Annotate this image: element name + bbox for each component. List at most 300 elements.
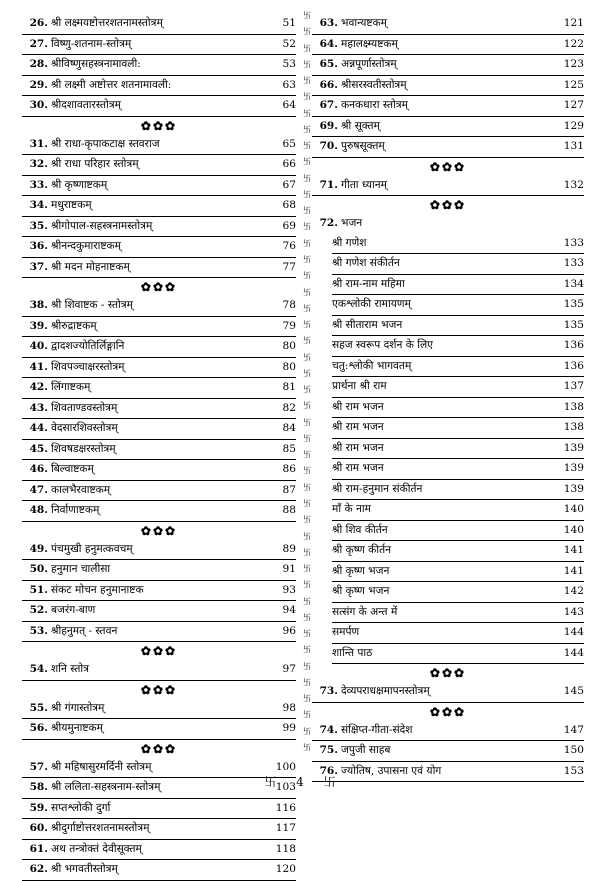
- entry-page: 63: [282, 78, 296, 91]
- toc-entry[interactable]: [22, 296, 296, 317]
- toc-entry[interactable]: [312, 76, 584, 97]
- divider-glyph: 卐: [303, 27, 311, 37]
- divider-glyph: 卐: [303, 612, 311, 622]
- section-ornament: ✿✿✿: [429, 159, 467, 174]
- entry-page: 147: [563, 723, 584, 736]
- toc-entry[interactable]: [22, 176, 296, 197]
- toc-entry[interactable]: [22, 460, 296, 481]
- entry-page: 127: [563, 99, 584, 111]
- divider-glyph: 卐: [303, 515, 311, 525]
- footer-left-glyph: 卐: [264, 775, 277, 789]
- toc-entry[interactable]: [22, 155, 296, 176]
- entry-page: 144: [563, 646, 584, 659]
- toc-entry[interactable]: [22, 76, 296, 97]
- divider-glyph: 卐: [303, 108, 311, 118]
- toc-entry[interactable]: [22, 399, 296, 420]
- entry-number: 28.: [29, 58, 48, 70]
- entry-number: 33.: [29, 178, 48, 191]
- entry-title: देव्यपराधक्षमापनस्तोत्रम्: [341, 685, 430, 697]
- entry-page: 121: [563, 17, 584, 29]
- toc-entry[interactable]: [332, 541, 584, 562]
- divider-glyph: 卐: [303, 710, 311, 720]
- toc-entry[interactable]: [22, 860, 296, 881]
- entry-page: 68: [282, 199, 296, 211]
- entry-number: 65.: [319, 58, 338, 70]
- divider-glyph: 卐: [303, 677, 311, 687]
- toc-entry[interactable]: [312, 741, 584, 762]
- entry-title: चतु:श्लोकी भागवतम्: [332, 359, 412, 372]
- toc-entry[interactable]: [332, 398, 584, 419]
- entry-page: 122: [563, 37, 584, 50]
- entry-number: 62.: [29, 863, 48, 875]
- entry-title: महालक्ष्म्यष्टकम्: [341, 37, 398, 50]
- entry-title: श्री गणेश संकीर्तन: [332, 257, 400, 269]
- entry-page: 136: [563, 339, 584, 351]
- entry-title: मधुराष्टकम्: [51, 199, 92, 211]
- toc-entry[interactable]: [332, 254, 584, 275]
- entry-page: 86: [282, 463, 296, 475]
- toc-entry[interactable]: [312, 176, 584, 197]
- entry-number: 72.: [319, 217, 338, 229]
- entry-page: 91: [282, 563, 296, 575]
- entry-number: 57.: [29, 760, 48, 773]
- entry-number: 26.: [29, 17, 48, 29]
- entry-number: 48.: [29, 504, 48, 516]
- divider-glyph: 卐: [303, 498, 311, 508]
- entry-title: श्री ललिता-सहस्त्रनाम-स्तोत्रम्: [51, 781, 161, 793]
- divider-glyph: 卐: [303, 580, 311, 590]
- entry-title: पुरुषसूक्तम्: [341, 140, 385, 152]
- divider-glyph: 卐: [303, 157, 311, 167]
- entry-page: 125: [563, 78, 584, 91]
- toc-entry[interactable]: [312, 55, 584, 76]
- toc-entry[interactable]: [22, 217, 296, 238]
- toc-entry[interactable]: [332, 582, 584, 603]
- entry-title: समर्पण: [332, 626, 360, 638]
- entry-number: 56.: [29, 722, 48, 734]
- toc-entry[interactable]: [312, 117, 584, 138]
- entry-title: माँ के नाम: [332, 503, 371, 515]
- entry-title: श्री सूक्तम्: [341, 119, 380, 132]
- entry-title: श्री कृष्णाष्टकम्: [51, 178, 108, 191]
- entry-number: 29.: [29, 78, 48, 91]
- entry-page: 140: [563, 523, 584, 536]
- toc-entry[interactable]: [332, 644, 584, 665]
- section-ornament: ✿✿✿: [140, 118, 178, 133]
- entry-page: 78: [282, 299, 296, 311]
- divider-glyph: 卐: [303, 254, 311, 264]
- toc-entry[interactable]: [22, 581, 296, 602]
- entry-page: 153: [563, 764, 584, 777]
- divider-glyph: 卐: [303, 287, 311, 297]
- entry-page: 131: [563, 140, 584, 152]
- toc-entry[interactable]: [22, 540, 296, 561]
- entry-number: 60.: [29, 822, 48, 834]
- toc-entry[interactable]: [332, 500, 584, 521]
- entry-page: 133: [563, 257, 584, 269]
- entry-title: श्री राम-नाम महिमा: [332, 277, 405, 290]
- entry-page: 143: [563, 605, 584, 618]
- entry-number: 35.: [29, 219, 48, 232]
- entry-page: 142: [563, 585, 584, 597]
- entry-title: श्री लक्ष्मयष्टोत्तरशतनामस्तोत्रम्: [51, 17, 163, 29]
- entry-number: 40.: [29, 340, 48, 352]
- entry-page: 79: [282, 319, 296, 332]
- entry-page: 99: [282, 722, 296, 734]
- divider-glyph: 卐: [303, 629, 311, 639]
- toc-entry[interactable]: [22, 601, 296, 622]
- entry-title: श्री मदन मोहनाष्टकम्: [51, 260, 130, 273]
- entry-number: 74.: [319, 723, 338, 736]
- toc-entry[interactable]: [22, 378, 296, 399]
- toc-entry[interactable]: [332, 234, 584, 255]
- entry-page: 80: [282, 360, 296, 373]
- entry-number: 27.: [29, 37, 48, 50]
- toc-entry[interactable]: [22, 799, 296, 820]
- toc-entry[interactable]: [312, 137, 584, 158]
- divider-glyph: 卐: [303, 368, 311, 378]
- entry-page: 150: [563, 744, 584, 756]
- divider-glyph: 卐: [303, 59, 311, 69]
- entry-page: 93: [282, 583, 296, 596]
- entry-page: 88: [282, 504, 296, 516]
- divider-glyph: 卐: [303, 466, 311, 476]
- entry-title: एकश्लोकी रामायणम्: [332, 298, 411, 310]
- divider-glyph: 卐: [303, 173, 311, 183]
- entry-title: श्री गंगास्तोत्रम्: [51, 701, 105, 714]
- entry-title: श्रीनन्दकुमाराष्टकम्: [51, 240, 121, 252]
- entry-page: 141: [563, 544, 584, 556]
- entry-number: 63.: [319, 17, 338, 29]
- entry-title: ज्योतिष, उपासना एवं योग: [341, 764, 442, 777]
- entry-number: 45.: [29, 442, 48, 455]
- divider-glyph: 卐: [303, 320, 311, 330]
- entry-title: श्रीयमुनाष्टकम्: [51, 722, 104, 734]
- toc-entry[interactable]: [312, 14, 584, 35]
- entry-title: श्री राम भजन: [332, 400, 384, 413]
- entry-title: श्री राम भजन: [332, 441, 384, 454]
- toc-entry[interactable]: [22, 840, 296, 861]
- entry-title: श्रीविष्णुसहस्त्रनामावली:: [51, 58, 141, 70]
- footer-right-glyph: 卐: [323, 775, 336, 789]
- toc-entry[interactable]: [22, 317, 296, 338]
- entry-number: 61.: [29, 842, 48, 855]
- toc-entry[interactable]: [22, 358, 296, 379]
- entry-number: 49.: [29, 542, 48, 555]
- entry-title: लिंगाष्टकम्: [51, 381, 91, 393]
- entry-page: 97: [282, 663, 296, 675]
- entry-title: शिवषडक्षरस्तोत्रम्: [51, 442, 116, 455]
- toc-entry[interactable]: [312, 682, 584, 703]
- entry-title: सत्संग के अन्त में: [332, 605, 398, 618]
- toc-entry[interactable]: [22, 196, 296, 217]
- entry-number: 59.: [29, 801, 48, 814]
- entry-title: श्रीसरस्वतीस्तोत्रम्: [341, 78, 407, 91]
- entry-page: 135: [563, 318, 584, 331]
- divider-glyph: 卐: [303, 482, 311, 492]
- entry-page: 136: [563, 359, 584, 372]
- entry-page: 139: [563, 441, 584, 454]
- entry-number: 76.: [319, 764, 338, 777]
- entry-title: संक्षिप्त-गीता-संदेश: [341, 723, 413, 736]
- toc-left-column: [22, 14, 296, 881]
- section-ornament: ✿✿✿: [140, 280, 178, 294]
- entry-page: 140: [563, 503, 584, 515]
- toc-entry[interactable]: [332, 316, 584, 337]
- toc-entry[interactable]: [22, 501, 296, 522]
- entry-page: 85: [282, 442, 296, 455]
- entry-number: 71.: [319, 178, 338, 191]
- entry-title: भजन: [341, 217, 363, 229]
- entry-page: 84: [282, 422, 296, 434]
- entry-number: 75.: [319, 744, 338, 756]
- divider-glyph: 卐: [303, 450, 311, 460]
- toc-entry[interactable]: [332, 439, 584, 460]
- toc-entry[interactable]: [22, 14, 296, 35]
- entry-title: श्रीगोपाल-सहस्त्रनामस्तोत्रम्: [51, 219, 153, 232]
- toc-entry[interactable]: [332, 603, 584, 624]
- entry-title: श्री कृष्ण कीर्तन: [332, 544, 391, 556]
- entry-number: 64.: [319, 37, 338, 50]
- toc-entry[interactable]: [312, 721, 584, 742]
- divider-glyph: 卐: [303, 92, 311, 102]
- toc-entry[interactable]: [332, 418, 584, 439]
- toc-entry[interactable]: [332, 459, 584, 480]
- divider-glyph: 卐: [303, 189, 311, 199]
- divider-glyph: 卐: [303, 271, 311, 281]
- section-ornament: ✿✿✿: [429, 666, 467, 680]
- entry-page: 137: [563, 380, 584, 392]
- divider-glyph: 卐: [303, 11, 311, 20]
- entry-number: 66.: [319, 78, 338, 91]
- entry-number: 55.: [29, 701, 48, 714]
- entry-title: श्री कृष्ण भजन: [332, 564, 390, 577]
- entry-page: 138: [563, 421, 584, 433]
- entry-title: श्री भगवतीस्तोत्रम्: [51, 863, 118, 875]
- toc-entry[interactable]: [332, 295, 584, 316]
- entry-page: 138: [563, 400, 584, 413]
- divider-glyph: 卐: [303, 303, 311, 313]
- entry-title: निर्वाणाष्टकम्: [51, 504, 100, 516]
- entry-page: 77: [282, 260, 296, 273]
- divider-glyph: 卐: [303, 596, 311, 606]
- entry-title: वेदसारशिवस्तोत्रम्: [51, 422, 118, 434]
- toc-entry[interactable]: [332, 480, 584, 501]
- toc-entry[interactable]: [22, 337, 296, 358]
- entry-title: श्री शिव कीर्तन: [332, 523, 388, 536]
- entry-page: 120: [275, 863, 296, 875]
- entry-number: 42.: [29, 381, 48, 393]
- entry-page: 144: [563, 626, 584, 638]
- entry-number: 70.: [319, 140, 338, 152]
- toc-entry[interactable]: [332, 275, 584, 296]
- section-ornament: ✿✿✿: [429, 704, 467, 719]
- toc-entry[interactable]: [22, 622, 296, 643]
- entry-page: 133: [563, 236, 584, 249]
- entry-page: 89: [282, 542, 296, 555]
- toc-entry[interactable]: [22, 135, 296, 156]
- divider-glyph: 卐: [303, 547, 311, 557]
- toc-entry[interactable]: [22, 35, 296, 56]
- entry-page: 69: [282, 219, 296, 232]
- entry-page: 103: [275, 781, 296, 793]
- entry-number: 50.: [29, 563, 48, 575]
- entry-page: 67: [282, 178, 296, 191]
- entry-title: श्री गणेश: [332, 236, 367, 249]
- entry-title: श्री राधा-कृपाकटाक्ष स्तवराज: [51, 137, 160, 150]
- divider-glyph: 卐: [303, 206, 311, 216]
- toc-entry[interactable]: [22, 96, 296, 117]
- entry-title: शिवपञ्चाक्षरस्तोत्रम्: [51, 360, 125, 373]
- entry-title: शनि स्तोत्र: [51, 663, 89, 675]
- entry-number: 43.: [29, 401, 48, 414]
- entry-number: 39.: [29, 319, 48, 332]
- divider-glyph: 卐: [303, 401, 311, 411]
- toc-entry[interactable]: [22, 699, 296, 720]
- toc-entry[interactable]: [332, 623, 584, 644]
- entry-number: 44.: [29, 422, 48, 434]
- entry-number: 46.: [29, 463, 48, 475]
- toc-entry[interactable]: [332, 521, 584, 542]
- entry-page: 65: [282, 137, 296, 150]
- entry-page: 66: [282, 158, 296, 170]
- toc-entry[interactable]: [22, 237, 296, 258]
- entry-title: कनकधारा स्तोत्रम्: [341, 99, 408, 111]
- divider-glyph: 卐: [303, 726, 311, 736]
- divider-glyph: 卐: [303, 564, 311, 574]
- entry-title: शान्ति पाठ: [332, 646, 373, 659]
- entry-title: श्री राम-हनुमान संकीर्तन: [332, 482, 423, 495]
- entry-number: 54.: [29, 663, 48, 675]
- divider-glyph: 卐: [303, 76, 311, 86]
- divider-glyph: 卐: [303, 742, 311, 752]
- toc-entry[interactable]: [312, 214, 584, 234]
- entry-title: श्री राधा परिहार स्तोत्रम्: [51, 158, 139, 170]
- toc-right-column: [312, 14, 584, 782]
- toc-entry[interactable]: [332, 562, 584, 583]
- entry-page: 116: [275, 801, 296, 814]
- entry-number: 73.: [319, 685, 338, 697]
- entry-page: 52: [282, 37, 296, 50]
- entry-title: श्री सीताराम भजन: [332, 318, 403, 331]
- toc-entry[interactable]: [22, 481, 296, 502]
- divider-glyph: 卐: [303, 124, 311, 134]
- entry-page: 53: [282, 58, 296, 70]
- section-ornament: ✿✿✿: [429, 198, 467, 212]
- divider-glyph: 卐: [303, 661, 311, 671]
- section-ornament: ✿✿✿: [140, 741, 178, 756]
- entry-number: 31.: [29, 137, 48, 150]
- entry-number: 67.: [319, 99, 338, 111]
- entry-title: श्रीदशावतारस्तोत्रम्: [51, 99, 121, 111]
- toc-entry[interactable]: [312, 96, 584, 117]
- toc-entry[interactable]: [332, 336, 584, 357]
- entry-title: अन्नपूर्णास्तोत्रम्: [341, 58, 397, 70]
- toc-entry[interactable]: [22, 819, 296, 840]
- entry-number: 58.: [29, 781, 48, 793]
- entry-page: 80: [282, 340, 296, 352]
- entry-page: 139: [563, 462, 584, 474]
- entry-number: 53.: [29, 624, 48, 637]
- entry-title: शिवताण्डवस्तोत्रम्: [51, 401, 118, 414]
- section-ornament: ✿✿✿: [140, 523, 178, 538]
- entry-page: 76: [282, 240, 296, 252]
- entry-title: श्रीहनुमत् - स्तवन: [51, 624, 118, 637]
- entry-page: 139: [563, 482, 584, 495]
- entry-title: विष्णु-शतनाम-स्तोत्रम्: [51, 37, 132, 50]
- entry-title: प्रार्थना श्री राम: [332, 380, 387, 392]
- entry-page: 94: [282, 604, 296, 616]
- entry-number: 47.: [29, 483, 48, 496]
- divider-glyph: 卐: [303, 43, 311, 53]
- entry-title: भवान्यष्टकम्: [341, 17, 388, 29]
- toc-entry[interactable]: [332, 357, 584, 378]
- entry-title: सहज स्वरूप दर्शन के लिए: [332, 339, 434, 351]
- divider-glyph: 卐: [303, 141, 311, 151]
- entry-title: द्वादशज्योतिर्लिङ्गानि: [51, 340, 125, 352]
- entry-page: 64: [282, 99, 296, 111]
- divider-glyph: 卐: [303, 238, 311, 248]
- entry-page: 81: [282, 381, 296, 393]
- entry-page: 129: [563, 119, 584, 132]
- entry-title: बजरंग-बाण: [51, 604, 96, 616]
- divider-glyph: 卐: [303, 336, 311, 346]
- toc-entry[interactable]: [332, 377, 584, 398]
- toc-entry[interactable]: [22, 719, 296, 740]
- entry-title: जपुजी साहब: [341, 744, 391, 756]
- toc-entry[interactable]: [22, 560, 296, 581]
- entry-page: 118: [275, 842, 296, 855]
- entry-page: 117: [275, 822, 296, 834]
- entry-number: 37.: [29, 260, 48, 273]
- entry-title: श्री राम भजन: [332, 462, 384, 474]
- entry-title: कालभैरवाष्टकम्: [51, 483, 111, 496]
- divider-glyph: 卐: [303, 645, 311, 655]
- divider-glyph: 卐: [303, 694, 311, 704]
- toc-entry[interactable]: [22, 440, 296, 461]
- entry-page: 100: [275, 760, 296, 773]
- page-footer: [0, 773, 600, 790]
- toc-entry[interactable]: [22, 55, 296, 76]
- entry-title: पंचमुखी हनुमत्कवचम्: [51, 542, 133, 555]
- entry-number: 36.: [29, 240, 48, 252]
- divider-glyph: 卐: [303, 531, 311, 541]
- swastika-divider: [303, 12, 311, 752]
- toc-entry[interactable]: [22, 419, 296, 440]
- toc-entry[interactable]: [22, 660, 296, 681]
- entry-number: 30.: [29, 99, 48, 111]
- entry-title: श्रीदुर्गाष्टोत्तरशतनामस्तोत्रम्: [51, 822, 150, 834]
- entry-number: 51.: [29, 583, 48, 596]
- entry-page: 141: [563, 564, 584, 577]
- divider-glyph: 卐: [303, 385, 311, 395]
- divider-glyph: 卐: [303, 352, 311, 362]
- entry-title: संकट मोचन हनुमानाष्टक: [51, 583, 144, 596]
- toc-entry[interactable]: [312, 35, 584, 56]
- entry-title: गीता ध्यानम्: [341, 178, 387, 191]
- section-ornament: ✿✿✿: [140, 682, 178, 697]
- entry-title: सप्तश्लोकी दुर्गा: [51, 801, 111, 814]
- divider-glyph: 卐: [303, 222, 311, 232]
- page-number: 4: [296, 775, 304, 789]
- toc-entry[interactable]: [22, 258, 296, 279]
- entry-page: 98: [282, 701, 296, 714]
- entry-number: 52.: [29, 604, 48, 616]
- divider-glyph: 卐: [303, 417, 311, 427]
- entry-title: अथ तन्त्रोक्तं देवीसूक्तम्: [51, 842, 142, 855]
- entry-page: 135: [563, 298, 584, 310]
- entry-title: श्रीरुद्राष्टकम्: [51, 319, 97, 332]
